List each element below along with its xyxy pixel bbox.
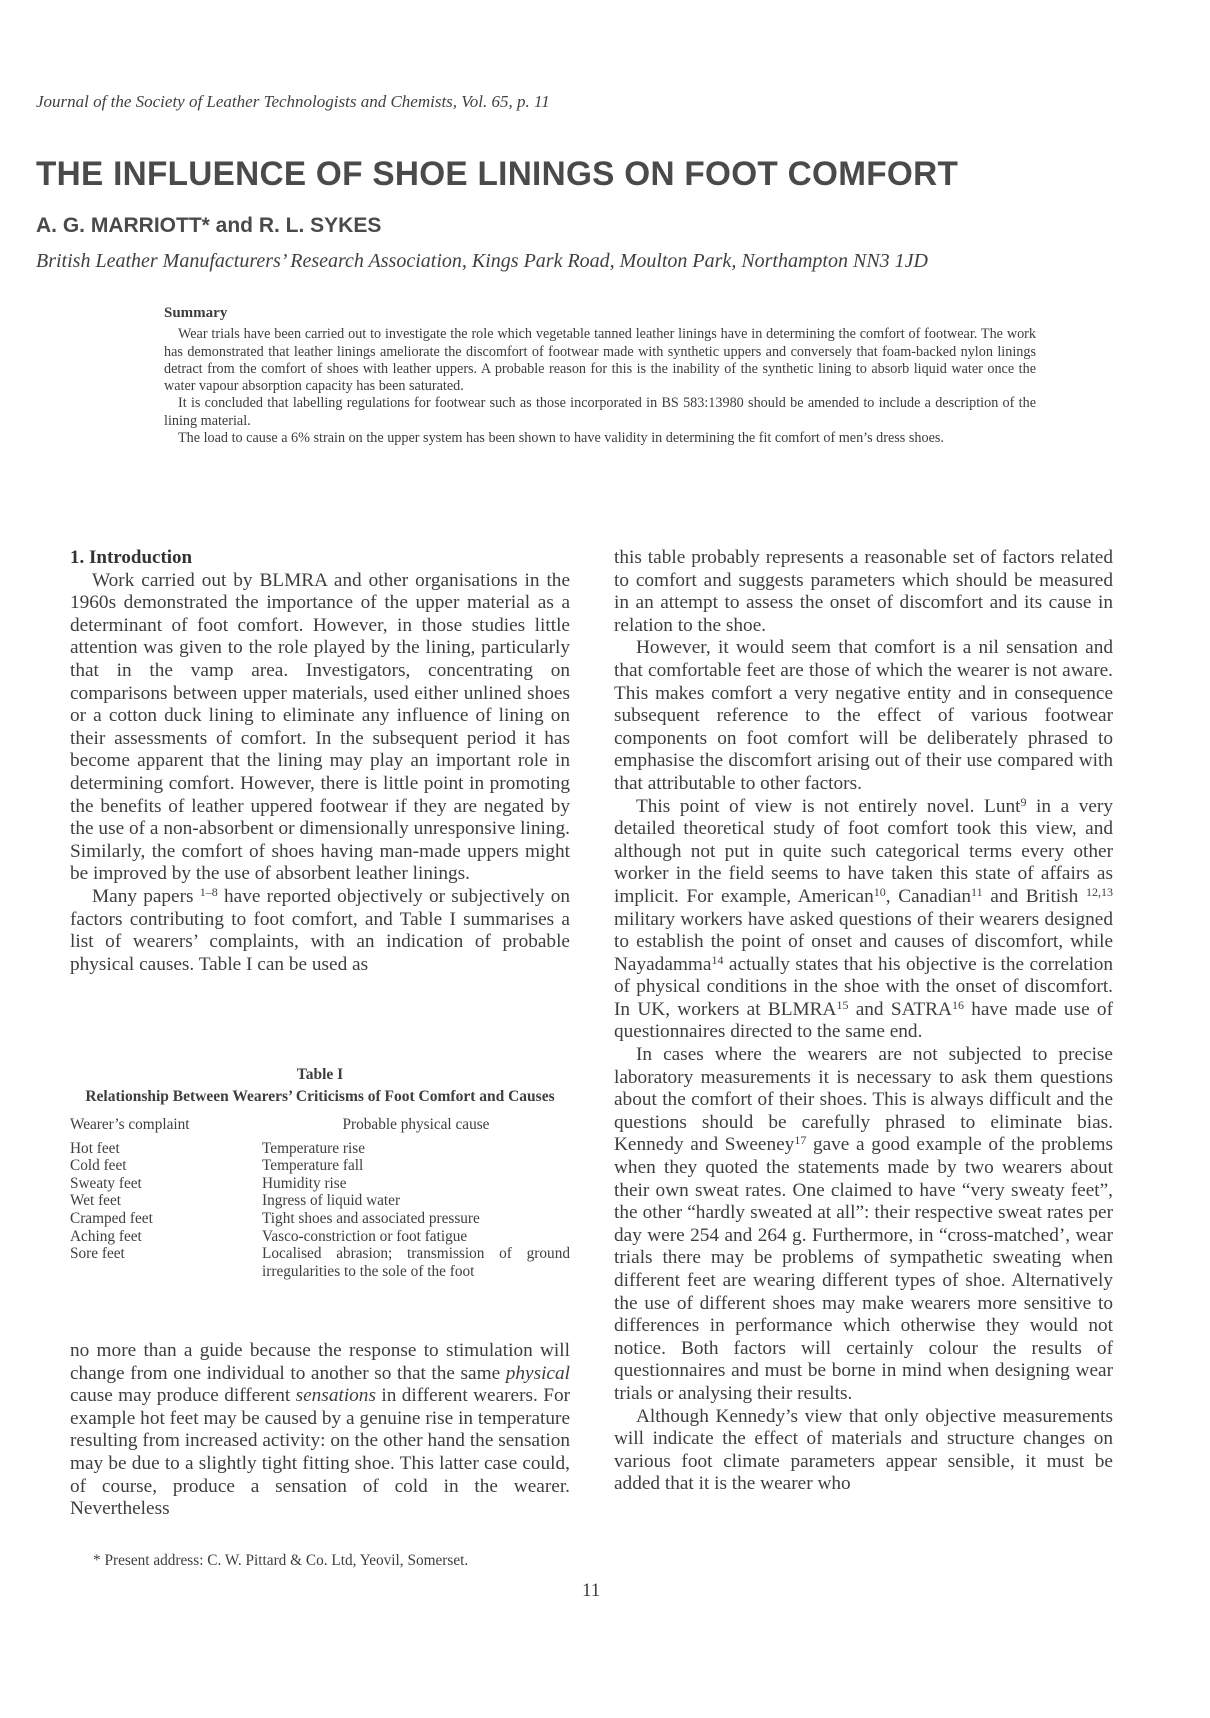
summary-paragraph: Wear trials have been carried out to investigate the role which vegetable tanned leather linings have in determining the comfort of footwear. The work has demonstrated that leather linings ameliorate the discomfort of footwear made with synthetic uppers and conversely that foam-backed nylon linings detract from the comfort of shoes with leather uppers. A probable reason for this is the inability of the synthetic lining to absorb liquid water once the water vapour absorption capacity has been saturated. [164, 326, 1036, 395]
table-row [70, 1192, 570, 1210]
table-row [70, 1228, 570, 1246]
citation-ref[interactable]: 10 [873, 884, 886, 899]
body-paragraph: Work carried out by BLMRA and other organisations in the 1960s demonstrated the importance of the upper material as a determinant of foot comfort. However, in those studies little attention was given to the role played by the lining, particularly that in the vamp area. Investigators, concentrating on comparisons between upper materials, used either unlined shoes or a cotton duck lining to eliminate any influence of lining on their assessments of comfort. In the subsequent period it has become apparent that the lining may play an important role in determining comfort. However, there is little point in promoting the benefits of leather uppered footwear if they are negated by the use of a non-absorbent or dimensionally unresponsive lining. Similarly, the comfort of shoes having man-made uppers might be improved by the use of absorbent leather linings. [70, 569, 570, 885]
cause-cell: Tight shoes and associated pressure [262, 1209, 480, 1227]
page-number: 11 [582, 1580, 601, 1601]
summary-heading: Summary [164, 305, 228, 321]
table-row [70, 1140, 570, 1158]
column-header-complaint: Wearer’s complaint [70, 1116, 190, 1133]
complaint-cell: Sweaty feet [70, 1174, 142, 1192]
cause-cell: Temperature rise [262, 1139, 365, 1157]
summary-paragraph: It is concluded that labelling regulations for footwear such as those incorporated in BS 583:13980 should be amended to include a description of the lining material. [164, 395, 1036, 429]
footnote: * Present address: C. W. Pittard & Co. Ltd, Yeovil, Somerset. [93, 1552, 469, 1569]
table-row [70, 1210, 570, 1228]
summary-block [164, 305, 1036, 447]
text-run: Many papers [92, 885, 200, 907]
citation-ref[interactable]: 14 [711, 952, 724, 967]
affiliation: British Leather Manufacturers’ Research Association, Kings Park Road, Moulton Park, Northampton NN3 1JD [36, 250, 928, 272]
table-1 [70, 1066, 570, 1280]
citation-ref[interactable]: 15 [836, 997, 849, 1012]
table-header-row [70, 1116, 570, 1140]
complaint-cell: Cold feet [70, 1157, 127, 1175]
text-run: and British [982, 885, 1086, 907]
table-title: Table I [296, 1066, 344, 1083]
cause-cell: Humidity rise [262, 1174, 347, 1192]
running-head: Journal of the Society of Leather Technologists and Chemists, Vol. 65, p. 11 [36, 92, 550, 111]
cause-cell: Vasco-constriction or foot fatigue [262, 1227, 468, 1245]
table-row [70, 1245, 570, 1280]
text-run: have made use of questionnaires directed to the same end. [614, 998, 1113, 1043]
cause-cell: Localised abrasion; transmission of ground irregularities to the sole of the foot [262, 1245, 570, 1280]
text-run: This point of view is not entirely novel. Lunt [636, 795, 1021, 817]
body-paragraph [614, 796, 1113, 1045]
citation-ref[interactable]: 1–8 [199, 884, 218, 899]
table-row [70, 1157, 570, 1175]
complaints-table [70, 1116, 570, 1280]
authors: A. G. MARRIOTT* and R. L. SYKES [36, 214, 382, 237]
citation-ref[interactable]: 11 [971, 884, 983, 899]
complaint-cell: Aching feet [70, 1227, 142, 1245]
text-run: cause may produce different [70, 1385, 296, 1407]
emphasis: physical [505, 1362, 570, 1384]
body-paragraph: Although Kennedy’s view that only objective measurements will indicate the effect of materials and structure changes on various foot climate parameters appear sensible, it must be added that it is the wearer who [614, 1405, 1113, 1495]
left-column-continued [70, 1340, 570, 1521]
complaint-cell: Wet feet [70, 1192, 121, 1210]
emphasis: sensations [295, 1385, 376, 1407]
cause-cell: Ingress of liquid water [262, 1192, 401, 1210]
body-paragraph: However, it would seem that comfort is a nil sensation and that comfortable feet are those of which the wearer is not aware. This makes comfort a very negative entity and in consequence subsequent reference to the effect of various footwear components on foot comfort will be deliberately phrased to emphasise the discomfort arising out of their use compared with that attributable to other factors. [614, 637, 1113, 794]
body-paragraph: this table probably represents a reasonable set of factors related to comfort and suggests parameters which should be measured in an attempt to assess the onset of discomfort and its cause in relation to the shoe. [614, 547, 1113, 636]
table-row [70, 1175, 570, 1193]
left-column [70, 547, 570, 976]
body-paragraph [70, 1340, 570, 1521]
citation-ref[interactable]: 9 [1020, 794, 1027, 809]
text-run: gave a good example of the problems when they quoted the statements made by two wearers about their own sweat rates. One claimed to have “very sweaty feet”, the other “hardly sweated at all”: their respective sweat rates per day were 254 and 264 g. Furthermore, in “cross-matched’, wear trials there may be problems of sympathetic sweating when different feet are wearing different types of shoe. Alternatively the use of different shoes may make wearers more sensitive to differences in performance which otherwise they would not notice. Both factors will certainly colour the results of questionnaires and must be borne in mind when designing wear trials or analysing their results. [614, 1134, 1113, 1404]
text-run: have reported objectively or subjectively on factors contributing to foot comfort, and Table I summarises a list of wearers’ complaints, with an indication of probable physical causes. Table I can be used as [70, 885, 570, 975]
citation-ref[interactable]: 17 [794, 1133, 807, 1148]
article-title: THE INFLUENCE OF SHOE LININGS ON FOOT COMFORT [36, 155, 959, 193]
text-run: in different wearers. For example hot feet may be caused by a genuine rise in temperature resulting from increased activity: on the other hand the sensation may be due to a slightly tight fitting shoe. This latter case could, of course, produce a sensation of cold in the wearer. Nevertheless [70, 1385, 571, 1520]
text-run: no more than a guide because the response to stimulation will change from one individual to another so that the same [70, 1340, 570, 1384]
body-paragraph [614, 1044, 1113, 1406]
citation-ref[interactable]: 12,13 [1086, 884, 1113, 899]
summary-paragraph: The load to cause a 6% strain on the upper system has been shown to have validity in determining the fit comfort of men’s dress shoes. [178, 430, 944, 447]
text-run: actually states that his objective is the correlation of physical conditions in the shoe with the onset of discomfort. In UK, workers at BLMRA [614, 953, 1113, 1020]
section-heading-introduction: 1. Introduction [70, 547, 193, 568]
right-column [614, 547, 1113, 1496]
citation-ref[interactable]: 16 [951, 997, 964, 1012]
body-paragraph [70, 886, 570, 976]
text-run: In cases where the wearers are not subjected to precise laboratory measurements it is necessary to ask them questions about the comfort of their shoes. This is always difficult and the questions should be carefully phrased to eliminate bias. Kennedy and Sweeney [614, 1044, 1113, 1156]
cause-cell: Temperature fall [262, 1157, 364, 1175]
complaint-cell: Cramped feet [70, 1209, 153, 1227]
column-header-cause: Probable physical cause [342, 1116, 490, 1133]
text-run: , Canadian [885, 885, 972, 907]
complaint-cell: Sore feet [70, 1245, 125, 1263]
text-run: in a very detailed theoretical study of foot comfort took this view, and although not put in quite such categorical terms every other worker in the field seems to have taken this state of affairs as implicit. For example, American [614, 795, 1113, 907]
text-run: military workers have asked questions of their wearers designed to establish the point of onset and causes of discomfort, while Nayadamma [614, 908, 1113, 975]
complaint-cell: Hot feet [70, 1139, 120, 1157]
table-caption: Relationship Between Wearers’ Criticisms of Foot Comfort and Causes [85, 1088, 555, 1105]
text-run: and SATRA [848, 998, 952, 1020]
